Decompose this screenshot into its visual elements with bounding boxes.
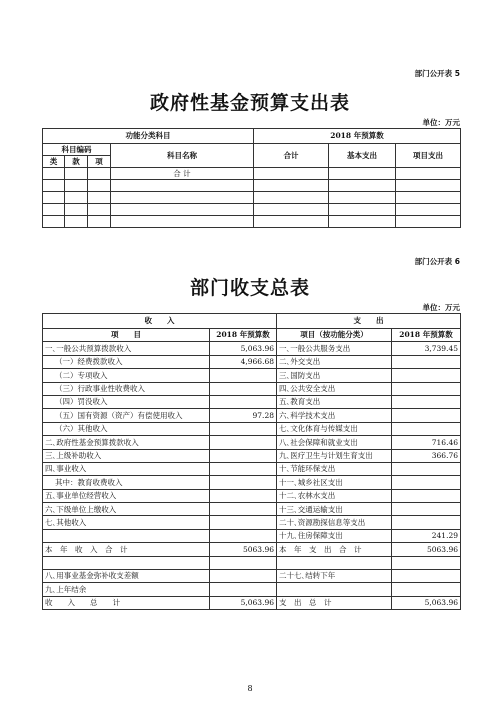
subject-name-header: 科目名称	[111, 144, 254, 168]
budget-header: 2018 年预算数	[210, 329, 277, 342]
income-header: 收 入	[43, 314, 277, 329]
expense-value: 716.46	[392, 436, 461, 449]
table-row	[43, 529, 461, 542]
income-value	[210, 449, 277, 462]
expense-header: 支 出	[277, 314, 461, 329]
income-item: 其中：教育收费收入	[43, 476, 210, 489]
income-item: （一）经费拨款收入	[43, 355, 210, 368]
table-row	[43, 355, 461, 368]
subject-code-header: 科目编码	[43, 144, 111, 156]
income-value	[210, 382, 277, 395]
income-value	[210, 556, 277, 569]
expense-value: 5063.96	[392, 543, 461, 556]
expense-item: 五､教育支出	[277, 395, 392, 408]
expense-value	[392, 503, 461, 516]
page-title: 政府性基金预算支出表	[149, 92, 350, 114]
table-row	[43, 342, 461, 355]
table-row	[43, 395, 461, 408]
total-row-label: 合 计	[111, 168, 254, 180]
expense-item: 十九､住房保障支出	[277, 529, 392, 542]
income-item: 一､一般公共预算拨款收入	[43, 342, 210, 355]
expense-item	[277, 556, 392, 569]
page-title: 部门收支总表	[189, 277, 310, 299]
fund-expenditure-table	[42, 128, 461, 228]
table-row	[43, 449, 461, 462]
expense-item: 七､文化体育与传媒支出	[277, 422, 392, 435]
table-row	[43, 503, 461, 516]
expense-value	[392, 556, 461, 569]
expense-item: 二十､资源勘探信息等支出	[277, 516, 392, 529]
unit-label: 单位：万元	[422, 303, 460, 312]
expense-item: 支 出 总 计	[277, 596, 392, 609]
expense-item: 一､一般公共服务支出	[277, 342, 392, 355]
expense-value	[392, 516, 461, 529]
income-item	[43, 529, 210, 542]
expense-value	[392, 422, 461, 435]
income-value	[210, 489, 277, 502]
expense-item: 十一､城乡社区支出	[277, 476, 392, 489]
income-value: 5,063.96	[210, 596, 277, 609]
xiang-header: 项	[88, 156, 111, 168]
budget-year-header: 2018 年预算数	[254, 129, 461, 144]
income-value	[210, 570, 277, 583]
income-item: 七､其他收入	[43, 516, 210, 529]
table-row	[43, 462, 461, 475]
budget2-header: 2018 年预算数	[392, 329, 461, 342]
expense-value	[392, 583, 461, 596]
table-row	[43, 489, 461, 502]
expense-item: 九､医疗卫生与计划生育支出	[277, 449, 392, 462]
income-item: 五､事业单位经营收入	[43, 489, 210, 502]
table-row	[43, 570, 461, 583]
expense-item: 十､节能环保支出	[277, 462, 392, 475]
income-item: 六､下级单位上缴收入	[43, 503, 210, 516]
income-value	[210, 516, 277, 529]
expense-value	[392, 462, 461, 475]
table-tag: 部门公开表 6	[414, 257, 460, 266]
table-row	[43, 192, 461, 204]
lei-header: 类	[43, 156, 65, 168]
expense-value	[392, 395, 461, 408]
expense-item: 本 年 支 出 合 计	[277, 543, 392, 556]
expense-value	[392, 570, 461, 583]
table-row	[43, 516, 461, 529]
item-header: 项 目	[43, 329, 210, 342]
table-tag: 部门公开表 5	[414, 69, 460, 78]
expense-value	[392, 382, 461, 395]
expense-value: 5,063.96	[392, 596, 461, 609]
expense-item: 十二､农林水支出	[277, 489, 392, 502]
income-value	[210, 503, 277, 516]
income-item: 本 年 收 入 合 计	[43, 543, 210, 556]
table-row	[43, 369, 461, 382]
expense-value	[392, 489, 461, 502]
expense-item: 六､科学技术支出	[277, 409, 392, 422]
table-row	[43, 180, 461, 192]
income-value: 5,063.96	[210, 342, 277, 355]
income-item: 收 入 总 计	[43, 596, 210, 609]
income-item: 九､上年结余	[43, 583, 210, 596]
expense-item: 二､外交支出	[277, 355, 392, 368]
expense-value: 366.76	[392, 449, 461, 462]
expense-item: 八､社会保障和就业支出	[277, 436, 392, 449]
income-value: 5063.96	[210, 543, 277, 556]
income-value	[210, 583, 277, 596]
table-row	[43, 583, 461, 596]
income-value: 4,966.68	[210, 355, 277, 368]
project-header: 项目支出	[396, 144, 461, 168]
income-expense-table	[42, 313, 461, 610]
table-row	[43, 422, 461, 435]
expense-value	[392, 355, 461, 368]
income-value	[210, 476, 277, 489]
table-row	[43, 556, 461, 569]
total-header: 合计	[254, 144, 329, 168]
income-item: 三､上级补助收入	[43, 449, 210, 462]
income-item: （六）其他收入	[43, 422, 210, 435]
table-row	[43, 476, 461, 489]
table-row	[43, 596, 461, 609]
income-value	[210, 462, 277, 475]
func-class-header: 功能分类科目	[43, 129, 254, 144]
table-row	[43, 436, 461, 449]
table-row	[43, 216, 461, 228]
income-item: 二､政府性基金预算拨款收入	[43, 436, 210, 449]
income-value	[210, 529, 277, 542]
expense-value	[392, 409, 461, 422]
page-number: 8	[247, 684, 253, 693]
table-row	[43, 543, 461, 556]
income-value	[210, 395, 277, 408]
expense-value	[392, 369, 461, 382]
table-row	[43, 409, 461, 422]
table-row	[43, 204, 461, 216]
income-item: （四）罚没收入	[43, 395, 210, 408]
income-item: 四､事业收入	[43, 462, 210, 475]
income-value: 97.28	[210, 409, 277, 422]
income-value	[210, 369, 277, 382]
expense-value: 3,739.45	[392, 342, 461, 355]
expense-item: 三､国防支出	[277, 369, 392, 382]
expense-item: 四､公共安全支出	[277, 382, 392, 395]
income-item: （三）行政事业性收费收入	[43, 382, 210, 395]
item-by-func-header: 项目（按功能分类）	[277, 329, 392, 342]
unit-label: 单位：万元	[422, 118, 460, 127]
expense-value: 241.29	[392, 529, 461, 542]
income-item: （二）专项收入	[43, 369, 210, 382]
kuan-header: 款	[65, 156, 88, 168]
income-value	[210, 436, 277, 449]
income-value	[210, 422, 277, 435]
expense-item: 二十七､结转下年	[277, 570, 392, 583]
expense-item: 十三､交通运输支出	[277, 503, 392, 516]
expense-item	[277, 583, 392, 596]
income-item: （五）国有资源（资产）有偿使用收入	[43, 409, 210, 422]
expense-value	[392, 476, 461, 489]
basic-header: 基本支出	[329, 144, 396, 168]
income-item	[43, 556, 210, 569]
table-row	[43, 382, 461, 395]
income-item: 八､用事业基金弥补收支差额	[43, 570, 210, 583]
